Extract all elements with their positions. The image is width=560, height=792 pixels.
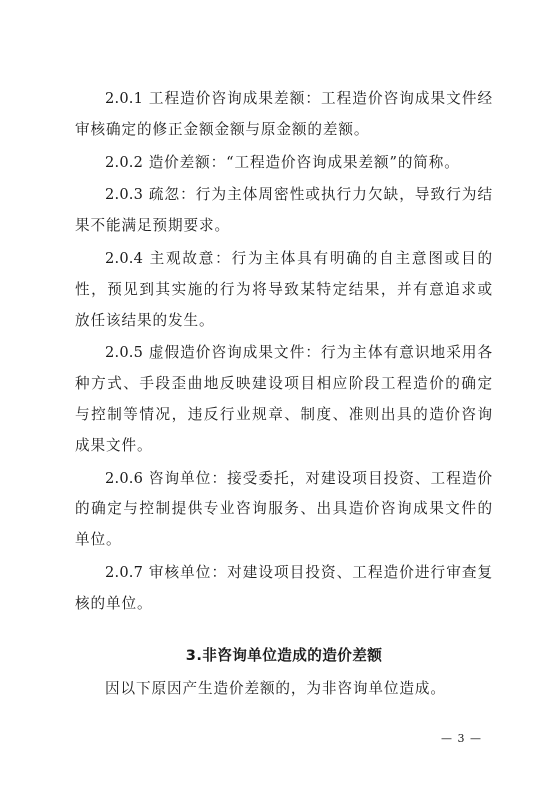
clause-number: 2.0.3 — [105, 186, 144, 204]
definitions-list — [75, 84, 493, 622]
clause-text: 咨询单位：接受委托，对建设项目投资、工程造价的确定与控制提供专业咨询服务、出具造价咨询成果文件的单位。 — [75, 469, 493, 549]
clause-number: 2.0.2 — [105, 153, 144, 171]
section-heading: 3.非咨询单位造成的造价差额 — [185, 647, 383, 664]
clause-number: 2.0.1 — [105, 90, 144, 107]
clause-text: 造价差额：“工程造价咨询成果差额”的简称。 — [148, 153, 460, 171]
definition-paragraph — [75, 84, 493, 146]
clause-number: 2.0.4 — [105, 249, 144, 267]
definition-paragraph — [75, 338, 493, 461]
clause-text: 疏忽：行为主体周密性或执行力欠缺，导致行为结果不能满足预期要求。 — [75, 186, 493, 235]
clause-text: 审核单位：对建设项目投资、工程造价进行审查复核的单位。 — [75, 563, 493, 612]
section-body-text: 因以下原因产生造价差额的，为非咨询单位造成。 — [105, 680, 446, 697]
definition-paragraph — [75, 558, 493, 620]
clause-text: 虚假造价咨询成果文件：行为主体有意识地采用各种方式、手段歪曲地反映建设项目相应阶段工程造价的确定与控制等情况，违反行业规章、制度、准则出具的造价咨询成果文件。 — [75, 344, 493, 454]
clause-number: 2.0.5 — [105, 344, 144, 362]
definition-paragraph — [75, 180, 493, 242]
page-number: — 3 — — [441, 732, 482, 745]
definition-paragraph — [75, 244, 493, 336]
clause-text: 工程造价咨询成果差额：工程造价咨询成果文件经审核确定的修正金额金额与原金额的差额。 — [75, 90, 493, 138]
clause-number: 2.0.7 — [105, 563, 144, 581]
clause-number: 2.0.6 — [105, 469, 144, 487]
definition-paragraph — [75, 464, 493, 556]
definition-paragraph — [75, 148, 493, 179]
clause-text: 主观故意：行为主体具有明确的自主意图或目的性，预见到其实施的行为将导致某特定结果，并有意追求或放任该结果的发生。 — [75, 249, 493, 329]
